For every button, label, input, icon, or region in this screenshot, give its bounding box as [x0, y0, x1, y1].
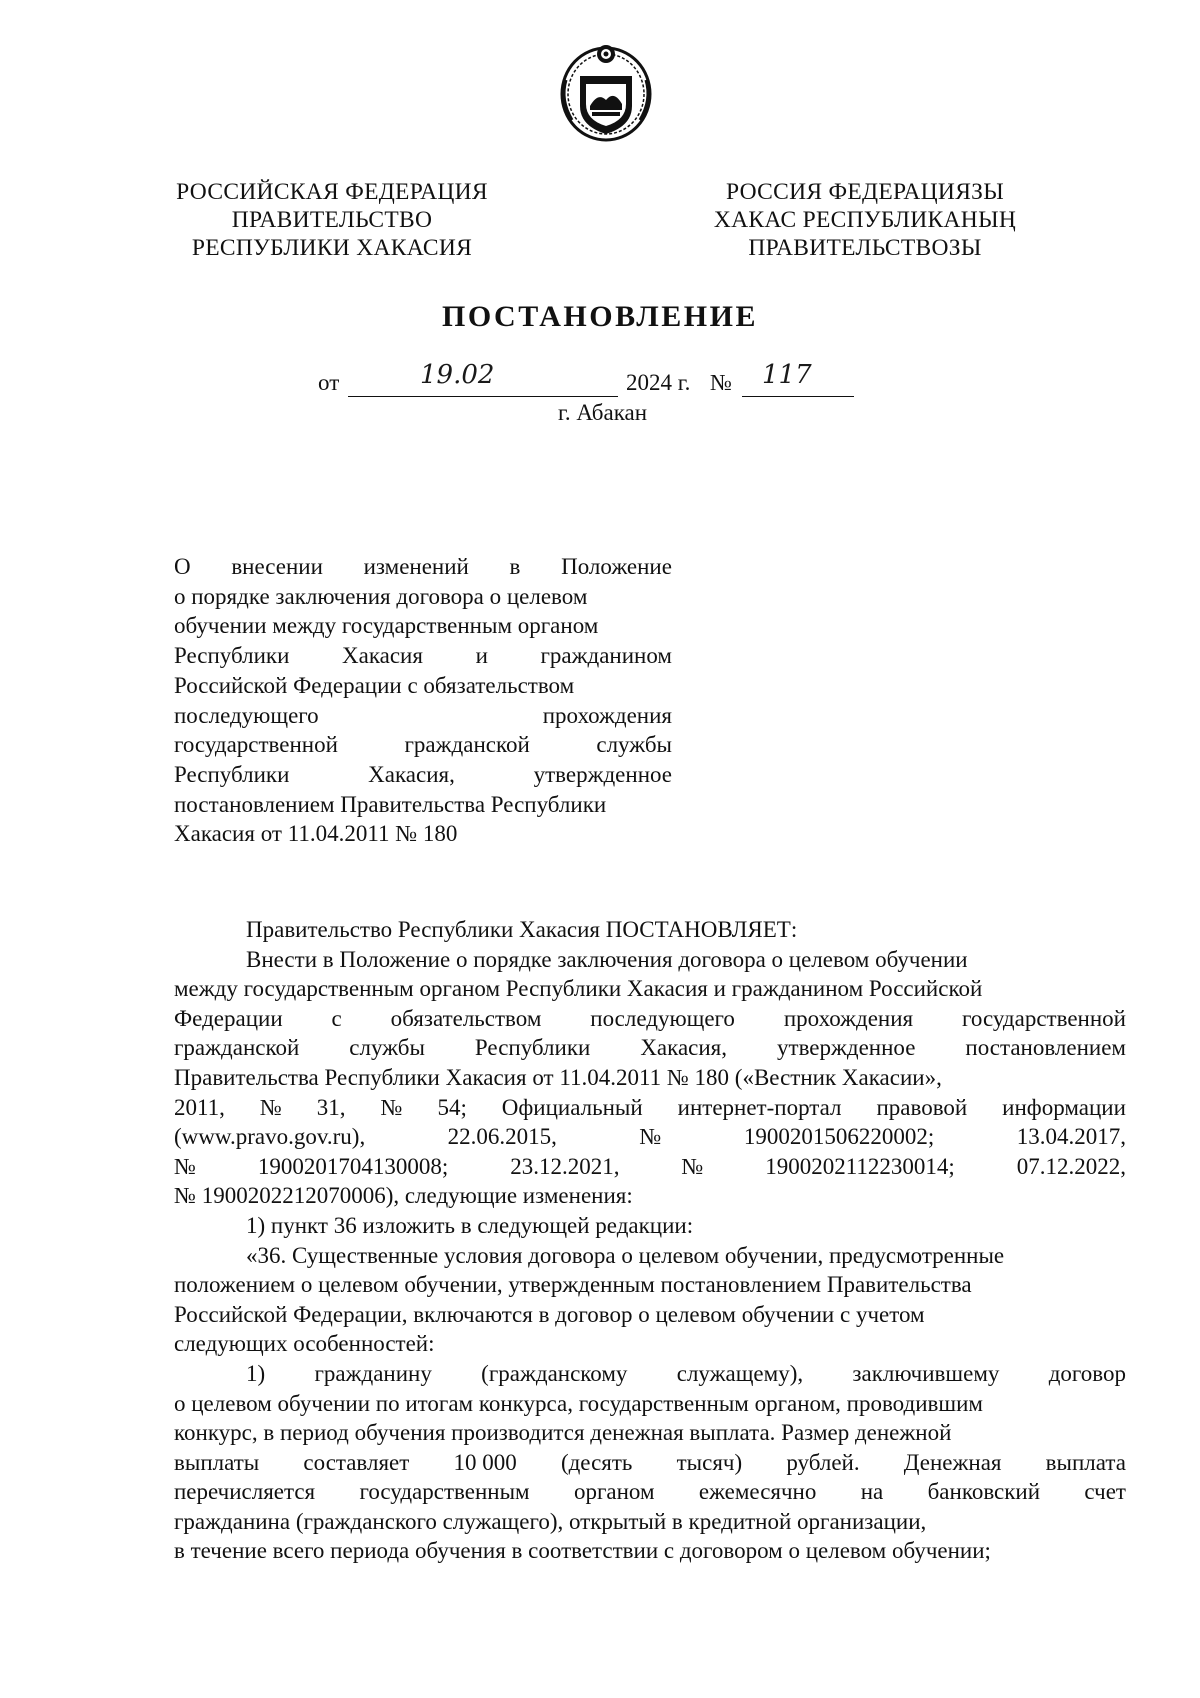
subject-line: Российской Федерации с обязательством — [174, 672, 575, 698]
body-line: в течение всего периода обучения в соответствии с договором о целевом обучении; — [174, 1538, 991, 1564]
document-title: ПОСТАНОВЛЕНИЕ — [442, 300, 758, 333]
date-line — [318, 360, 918, 402]
body-line: перечисляется государственным органом ежемесячно на банковский счет — [174, 1479, 1126, 1505]
date-underline — [348, 396, 618, 397]
body-line: выплаты составляет 10 000 (десять тысяч) рублей. Денежная выплата — [174, 1449, 1126, 1475]
subject-line: последующего прохождения — [174, 702, 672, 728]
body-line: 2011, № 31, № 54; Официальный интернет-портал правовой информации — [174, 1094, 1126, 1120]
subject-line: государственной гражданской службы — [174, 732, 672, 758]
body-line: (www.pravo.gov.ru), 22.06.2015, № 1900201506220002; 13.04.2017, — [174, 1124, 1126, 1150]
body-line: Правительства Республики Хакасия от 11.04.2011 № 180 («Вестник Хакасии», — [174, 1064, 942, 1090]
header-right — [700, 178, 1030, 262]
date-year: 2024 г. — [626, 370, 691, 395]
body-line: гражданской службы Республики Хакасия, утвержденное постановлением — [174, 1035, 1126, 1061]
subject-block — [174, 552, 672, 849]
body-line: положением о целевом обучении, утвержденным постановлением Правительства — [174, 1272, 972, 1298]
header-left-line: РОССИЙСКАЯ ФЕДЕРАЦИЯ — [176, 179, 488, 205]
body-line: Федерации с обязательством последующего прохождения государственной — [174, 1005, 1126, 1031]
body-line: следующих особенностей: — [174, 1331, 435, 1357]
header-left-line: РЕСПУБЛИКИ ХАКАСИЯ — [191, 235, 473, 261]
subject-line: постановлением Правительства Республики — [174, 791, 607, 817]
number-underline — [742, 396, 854, 397]
number-handwritten: 117 — [762, 360, 812, 390]
header-right-line: ПРАВИТЕЛЬСТВОЗЫ — [748, 235, 982, 261]
body-line: 1) гражданину (гражданскому служащему), заключившему договор — [246, 1360, 1126, 1386]
body-line: «36. Существенные условия договора о целевом обучении, предусмотренные — [246, 1242, 1005, 1268]
body-line: № 1900201704130008; 23.12.2021, № 1900202112230014; 07.12.2022, — [174, 1153, 1126, 1179]
header-left — [168, 178, 496, 262]
body-line: 1) пункт 36 изложить в следующей редакции: — [246, 1212, 694, 1238]
subject-line: О внесении изменений в Положение — [174, 554, 672, 579]
subject-line: обучении между государственным органом — [174, 613, 599, 639]
subject-line: о порядке заключения договора о целевом — [174, 583, 588, 609]
header-right-line: ХАКАС РЕСПУБЛИКАНЫҢ — [713, 207, 1017, 233]
body-text — [174, 915, 1126, 1566]
subject-line: Хакасия от 11.04.2011 № 180 — [174, 821, 458, 847]
city: г. Абакан — [558, 400, 648, 425]
body-line: конкурс, в период обучения производится денежная выплата. Размер денежной — [174, 1420, 952, 1446]
date-prefix: от — [318, 370, 340, 395]
body-line: Правительство Республики Хакасия ПОСТАНОВЛЯЕТ: — [246, 917, 798, 942]
body-line: № 1900202212070006), следующие изменения: — [174, 1183, 633, 1209]
number-label: № — [710, 370, 732, 395]
body-line: Российской Федерации, включаются в договор о целевом обучении с учетом — [174, 1301, 925, 1327]
header-right-line: РОССИЯ ФЕДЕРАЦИЯЗЫ — [725, 179, 1005, 205]
coat-of-arms-emblem — [558, 40, 654, 144]
body-line: гражданина (гражданского служащего), открытый в кредитной организации, — [174, 1508, 927, 1534]
header-left-line: ПРАВИТЕЛЬСТВО — [231, 207, 433, 233]
subject-line: Республики Хакасия, утвержденное — [174, 761, 672, 787]
body-line: между государственным органом Республики Хакасия и гражданином Российской — [174, 976, 983, 1002]
body-line: Внести в Положение о порядке заключения договора о целевом обучении — [246, 946, 968, 972]
date-handwritten: 19.02 — [420, 360, 495, 390]
body-line: о целевом обучении по итогам конкурса, государственным органом, проводившим — [174, 1390, 983, 1416]
subject-line: Республики Хакасия и гражданином — [174, 643, 672, 669]
